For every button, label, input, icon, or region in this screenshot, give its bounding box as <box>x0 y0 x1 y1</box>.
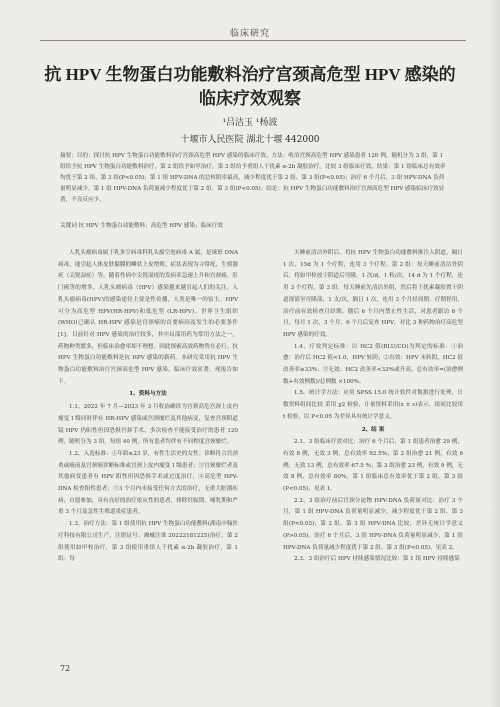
page-number: 72 <box>60 664 71 673</box>
paragraph-2-3: 2.3、3 组治疗后 HPV 持续感染情况比较：第 1 组 HPV 持续感染 <box>294 556 460 563</box>
paragraph-1-2: 1.2、入选标准：①年龄≥23 岁，有性生活史的女性；诊断符合宫颈炎或癌前及宫颈癌诊断标准或宫颈上皮内瘤变 I 级患者；③宫颈糜烂者及其他病变患者有 HPV 阳性但因恐惧手术或过度治疗，④高危型 HPV-DNA 检查阳性患者；⑤3 个月内未接受任何方式的治疗，无重大脏器疾病，自愿参加，具有良好的治疗依从性的患者，排除妊娠期、哺乳期和严重 3 个月及急性生殖道炎症患者。 <box>58 450 238 516</box>
results-heading: 2、结 果 <box>361 426 385 433</box>
paragraph-1-5: 1.5、统计学方法：应用 SPSS 15.0 统计软件对数据进行处理，计数资料组间比较 采用 χ2 检验，计量资料采用(x ± s)表示，组间比较用 t 检验，以 P<0.05 为差异具有统计学意义。 <box>283 390 463 420</box>
affiliation: 十堰市人民医院 湖北十堰 442000 <box>180 135 320 145</box>
authors: ¹吕洁玉 ¹杨波 <box>222 118 278 128</box>
left-column <box>58 248 238 566</box>
page-edge-shadow <box>488 0 500 707</box>
keywords: 关键词 抗 HPV 生物蛋白功能敷料；高危型 HPV 感染；临床疗效 <box>60 223 223 229</box>
intro-paragraph: 人乳头瘤病毒属于乳多空病毒科乳头瘤空泡病毒 A 属，是球形 DNA 病毒，能引起人体皮肤黏膜的鳞状上皮增殖。症状表现为寻常疣、生殖器疣（尖锐湿疣）等。随着性病中尖锐湿疣的发病率急速上升和宫颈癌、肛门癌等的增多，人乳头瘤病毒（HPV）感染越来越引起人们的关注。人乳头瘤病毒(HPV)的感染途径主要是性传播，人类是唯一的宿主。HPV 可分为高危型 HPV(HR-HPV)和低危型 (LR-HPV)。世界卫生组织(WHO)已确认 HR-HPV 感染是宫颈癌的首要病因及发生的必要条件[1]，目前针对 HPV 感染的治疗较多，其中局部用药为常用方法之一，药物种类繁多，但临床治愈率却不理想。因此探索高效药物势在必行。抗 HPV 生物蛋白功能敷料是抗 HPV 感染的新药。本研究采用抗 HPV 生物蛋白功能敷料治疗宫颈高危型 HPV 感染，临床疗效显著，现报告如下。 <box>58 250 238 385</box>
section-heading: 1、资料与方法 <box>129 391 167 398</box>
article-title-line-2: 临床疗效观察 <box>199 89 301 108</box>
paragraph-2-1: 2.1、3 组临床疗效对比：治疗 6 个月后，第 1 组患者治愈 29 例，有效 8 例，无效 3 例，总有效率 92.5%；第 2 组治愈 21 例，有效 6 例，无效 13 例，总有效率 67.5 %；第 3 组治愈 23 例，有效 9 例，无效 8 例，总有效率 80%，第 1 组临床总有效率优于第 2 组，第 3 组(P<0.05)，见表 1。 <box>283 439 463 493</box>
paragraph-2-2: 2.2、3 组治疗前后宫颈分泌物 HPV-DNA 负荷量对比：治疗 3 个月，第 1 组 HPV-DNA 负荷量明显减少，减少程度优于第 2 组、第 3 组(P<0.05)；第 2 组、第 3 组 HPV-DNA 比较，差异无统计学意义(P>0.05)。治疗 6 个月后，3 组 HPV-DNA 负荷量明显减少，第 1 组 HPV-DNA 负荷量减少程度优于第 2 组、第 3 组(P<0.05)，见表 2。 <box>283 497 463 551</box>
article-title-line-1: 抗 HPV 生物蛋白功能敷料治疗宫颈高危型 HPV 感染的 <box>44 65 456 84</box>
header-rule <box>40 40 466 41</box>
paragraph-1-4: 1.4、疗效判定标准：以 HC2 值(RLU/CO)为判定的标准：①治愈：治疗后 HC2 值<1.0，HPV 转阴；②有效：HPV 未转阴，HC2 值改善率≥33%；③无效：HC2 改善率<33%或升高。总有效率=(治愈例数+有效例数)/总例数 ×100%。 <box>283 343 463 385</box>
section-header: 临床研究 <box>229 29 270 39</box>
right-column <box>283 248 463 566</box>
paragraph-treatment: 天睡前清洁外阴后，将抗 HPV 生物蛋白功能敷料推注入阴道，隔日 1 次，15d 为 1 个疗程，连用 3 个疗程。第 2 组：每天睡前清洁外阴后，将如甲栓放于阴道后穹隆，1 次/d，1 粒/次，14 d 为 1 个疗程，连用 3 个疗程。第 3 组：每天睡前先清洁外阴，然后将干扰素凝胶置于阴道深部至穹隆部，1 支/次，隔日 1 次，连用 3 个月经周期。疗期停用，治疗前有效检查月经期、随后 6 个月内禁止性生活，对患者跟访 6 个月，每月 1 次，3 个月、6 个月后复查 HPV。对比 3 种药物治疗高危型 HPV 感染的疗效。 <box>283 250 463 338</box>
paragraph-1-1: 1.1、2022 年 7 月—2023 年 3 月收治确诊为宫颈高危宫颈上皮内瘤变 I 级同时伴有 HR-HPV 感染或宫颈糜烂及其他病变，复查宫颈阴道镜 HPV 仍阳性但因恐惧宫颈手术、多次检查不能接受治疗的患者 120 例，随机分为 3 组，每组 40 例，所有患者均伴有不同程度宫颈糜烂。 <box>58 404 238 446</box>
abstract: 摘要：目的：探讨抗 HPV 生物蛋白功能敷料治疗宫颈高危型 HPV 感染的临床疗效。方法：收治宫颈高危型 HPV 感染患者 120 例，随机分为 3 组，第 1 组给予抗 HPV 生物蛋白功能敷料治疗，第 2 组给予如甲治疗，第 3 组给予重组人干扰素 α-2b 凝胶治疗。比较 3 组临床疗效。结果：第 1 组临床总有效率均优于第 2 组、第 3 组(P<0.05)；第 1 组 HPV-DNA 的总转阴率最高，减少程度优于第 2 组、第 3 组(P<0.05)；治疗 6 个月后，3 组 HPV-DNA 负荷量明显减少，第 1 组 HPV-DNA 负荷量减少程度优于第 2 组、第 3 组(P<0.05)。结论：抗 HPV 生物蛋白功能敷料治疗宫颈高危型 HPV 感染临床疗效显著，不良反应少。 <box>60 153 446 203</box>
paragraph-1-3: 1.3、治疗方法：第 1 组使用抗 HPV 生物蛋白功能敷料(湖南中翰医疗科技有限公司生产，注册证号：湘械注准 20222181225)治疗，第 2 组使用如甲校治疗，第 3 组使用重组人干扰素 α-2b 凝胶治疗，第 1 组：每 <box>58 521 238 563</box>
